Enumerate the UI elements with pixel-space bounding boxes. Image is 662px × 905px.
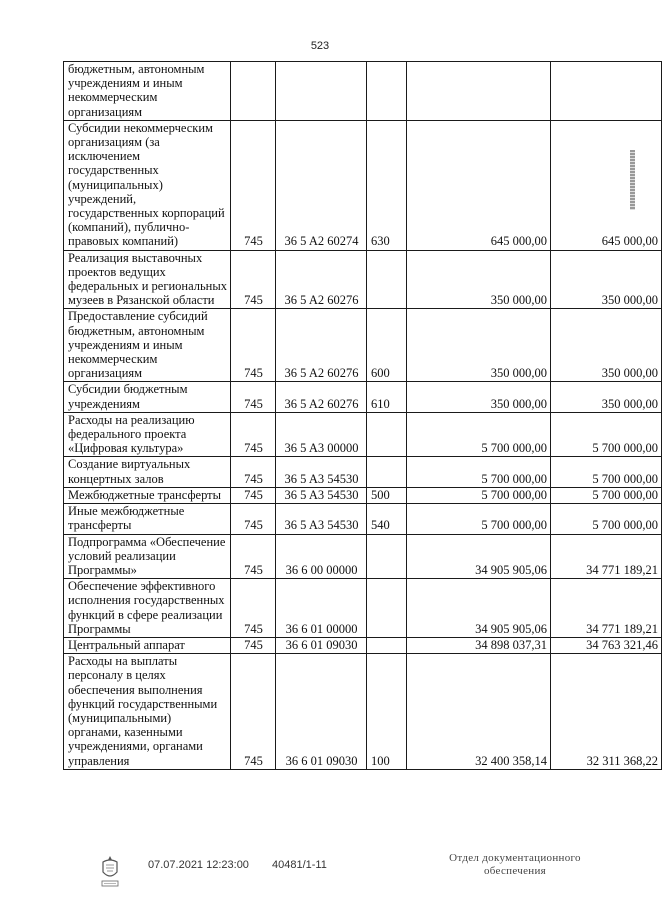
- row-name: Межбюджетные трансферты: [64, 487, 231, 503]
- table-row: [64, 382, 662, 412]
- row-amount-2021: 350 000,00: [407, 250, 551, 309]
- row-code: 36 6 01 00000: [276, 579, 367, 638]
- row-vr: [367, 534, 407, 579]
- row-amount-2022: 34 763 321,46: [551, 637, 662, 653]
- row-amount-2021: [407, 62, 551, 121]
- footer-reg-number: 40481/1-11: [272, 859, 327, 871]
- row-name: Подпрограмма «Обеспечение условий реализации Программы»: [64, 534, 231, 579]
- row-section: 745: [231, 457, 276, 487]
- row-vr: [367, 250, 407, 309]
- row-vr: [367, 62, 407, 121]
- table-row: [64, 250, 662, 309]
- row-amount-2021: 5 700 000,00: [407, 412, 551, 457]
- row-amount-2022: 32 311 368,22: [551, 654, 662, 770]
- footer-stamp: [440, 852, 590, 878]
- row-vr: [367, 579, 407, 638]
- row-code: 36 6 01 09030: [276, 637, 367, 653]
- row-section: 745: [231, 534, 276, 579]
- row-name: Реализация выставочных проектов ведущих федеральных и региональных музеев в Рязанской области: [64, 250, 231, 309]
- row-amount-2022: 5 700 000,00: [551, 504, 662, 534]
- row-section: 745: [231, 120, 276, 250]
- row-amount-2022: 34 771 189,21: [551, 579, 662, 638]
- row-amount-2022: 34 771 189,21: [551, 534, 662, 579]
- row-amount-2022: 350 000,00: [551, 309, 662, 382]
- table-row: [64, 654, 662, 770]
- row-amount-2022: 5 700 000,00: [551, 457, 662, 487]
- footer-date: 07.07.2021 12:23:00: [148, 859, 249, 871]
- row-code: 36 5 A3 54530: [276, 457, 367, 487]
- row-vr: [367, 637, 407, 653]
- row-vr: [367, 412, 407, 457]
- row-section: 745: [231, 382, 276, 412]
- table-row: [64, 534, 662, 579]
- table-row: [64, 457, 662, 487]
- row-name: Субсидии бюджетным учреждениям: [64, 382, 231, 412]
- row-code: 36 5 A2 60276: [276, 382, 367, 412]
- row-amount-2021: 34 898 037,31: [407, 637, 551, 653]
- table-row: [64, 504, 662, 534]
- row-amount-2022: 350 000,00: [551, 382, 662, 412]
- row-section: 745: [231, 504, 276, 534]
- row-section: 745: [231, 487, 276, 503]
- row-section: 745: [231, 654, 276, 770]
- row-name: Расходы на реализацию федерального проекта «Цифровая культура»: [64, 412, 231, 457]
- row-amount-2022: 645 000,00: [551, 120, 662, 250]
- row-name: Иные межбюджетные трансферты: [64, 504, 231, 534]
- table-row: [64, 62, 662, 121]
- row-name: Центральный аппарат: [64, 637, 231, 653]
- row-code: 36 5 A3 54530: [276, 504, 367, 534]
- row-section: 745: [231, 579, 276, 638]
- row-amount-2022: 5 700 000,00: [551, 412, 662, 457]
- row-amount-2021: 32 400 358,14: [407, 654, 551, 770]
- row-name: бюджетным, автономным учреждениям и иным некоммерческим организациям: [64, 62, 231, 121]
- table-row: [64, 309, 662, 382]
- table-row: [64, 412, 662, 457]
- row-vr: 610: [367, 382, 407, 412]
- row-amount-2022: 5 700 000,00: [551, 487, 662, 503]
- row-name: Предоставление субсидий бюджетным, автономным учреждениям и иным некоммерческим организациям: [64, 309, 231, 382]
- row-name: Создание виртуальных концертных залов: [64, 457, 231, 487]
- row-code: 36 5 A3 00000: [276, 412, 367, 457]
- page-footer: [0, 852, 640, 902]
- row-amount-2021: 645 000,00: [407, 120, 551, 250]
- row-code: 36 5 A2 60276: [276, 309, 367, 382]
- row-amount-2021: 5 700 000,00: [407, 504, 551, 534]
- row-vr: 600: [367, 309, 407, 382]
- row-vr: 630: [367, 120, 407, 250]
- row-code: 36 5 A3 54530: [276, 487, 367, 503]
- table-row: [64, 579, 662, 638]
- row-code: [276, 62, 367, 121]
- row-vr: [367, 457, 407, 487]
- row-vr: 540: [367, 504, 407, 534]
- row-amount-2022: [551, 62, 662, 121]
- row-name: Расходы на выплаты персоналу в целях обеспечения выполнения функций государственными (муниципальными) органами, казенными учреждениями, органами управления: [64, 654, 231, 770]
- table-row: [64, 120, 662, 250]
- row-section: [231, 62, 276, 121]
- row-code: 36 6 00 00000: [276, 534, 367, 579]
- page-number: 523: [310, 40, 330, 52]
- table-row: [64, 487, 662, 503]
- row-section: 745: [231, 250, 276, 309]
- row-section: 745: [231, 309, 276, 382]
- budget-table: [63, 61, 662, 770]
- row-amount-2021: 350 000,00: [407, 309, 551, 382]
- row-vr: 500: [367, 487, 407, 503]
- row-code: 36 6 01 09030: [276, 654, 367, 770]
- row-vr: 100: [367, 654, 407, 770]
- footer-stamp-line1: Отдел документационного: [449, 852, 581, 864]
- row-name: Субсидии некоммерческим организациям (за исключением государственных (муниципальных) учреждений, государственных корпораций (компаний), публично-правовых компаний): [64, 120, 231, 250]
- row-name: Обеспечение эффективного исполнения государственных функций в сфере реализации Программы: [64, 579, 231, 638]
- row-code: 36 5 A2 60274: [276, 120, 367, 250]
- coat-of-arms-icon: [98, 854, 122, 890]
- row-amount-2021: 34 905 905,06: [407, 579, 551, 638]
- row-amount-2022: 350 000,00: [551, 250, 662, 309]
- row-code: 36 5 A2 60276: [276, 250, 367, 309]
- row-amount-2021: 34 905 905,06: [407, 534, 551, 579]
- row-section: 745: [231, 412, 276, 457]
- row-amount-2021: 350 000,00: [407, 382, 551, 412]
- row-section: 745: [231, 637, 276, 653]
- row-amount-2021: 5 700 000,00: [407, 487, 551, 503]
- footer-stamp-line2: обеспечения: [483, 865, 547, 877]
- table-row: [64, 637, 662, 653]
- row-amount-2021: 5 700 000,00: [407, 457, 551, 487]
